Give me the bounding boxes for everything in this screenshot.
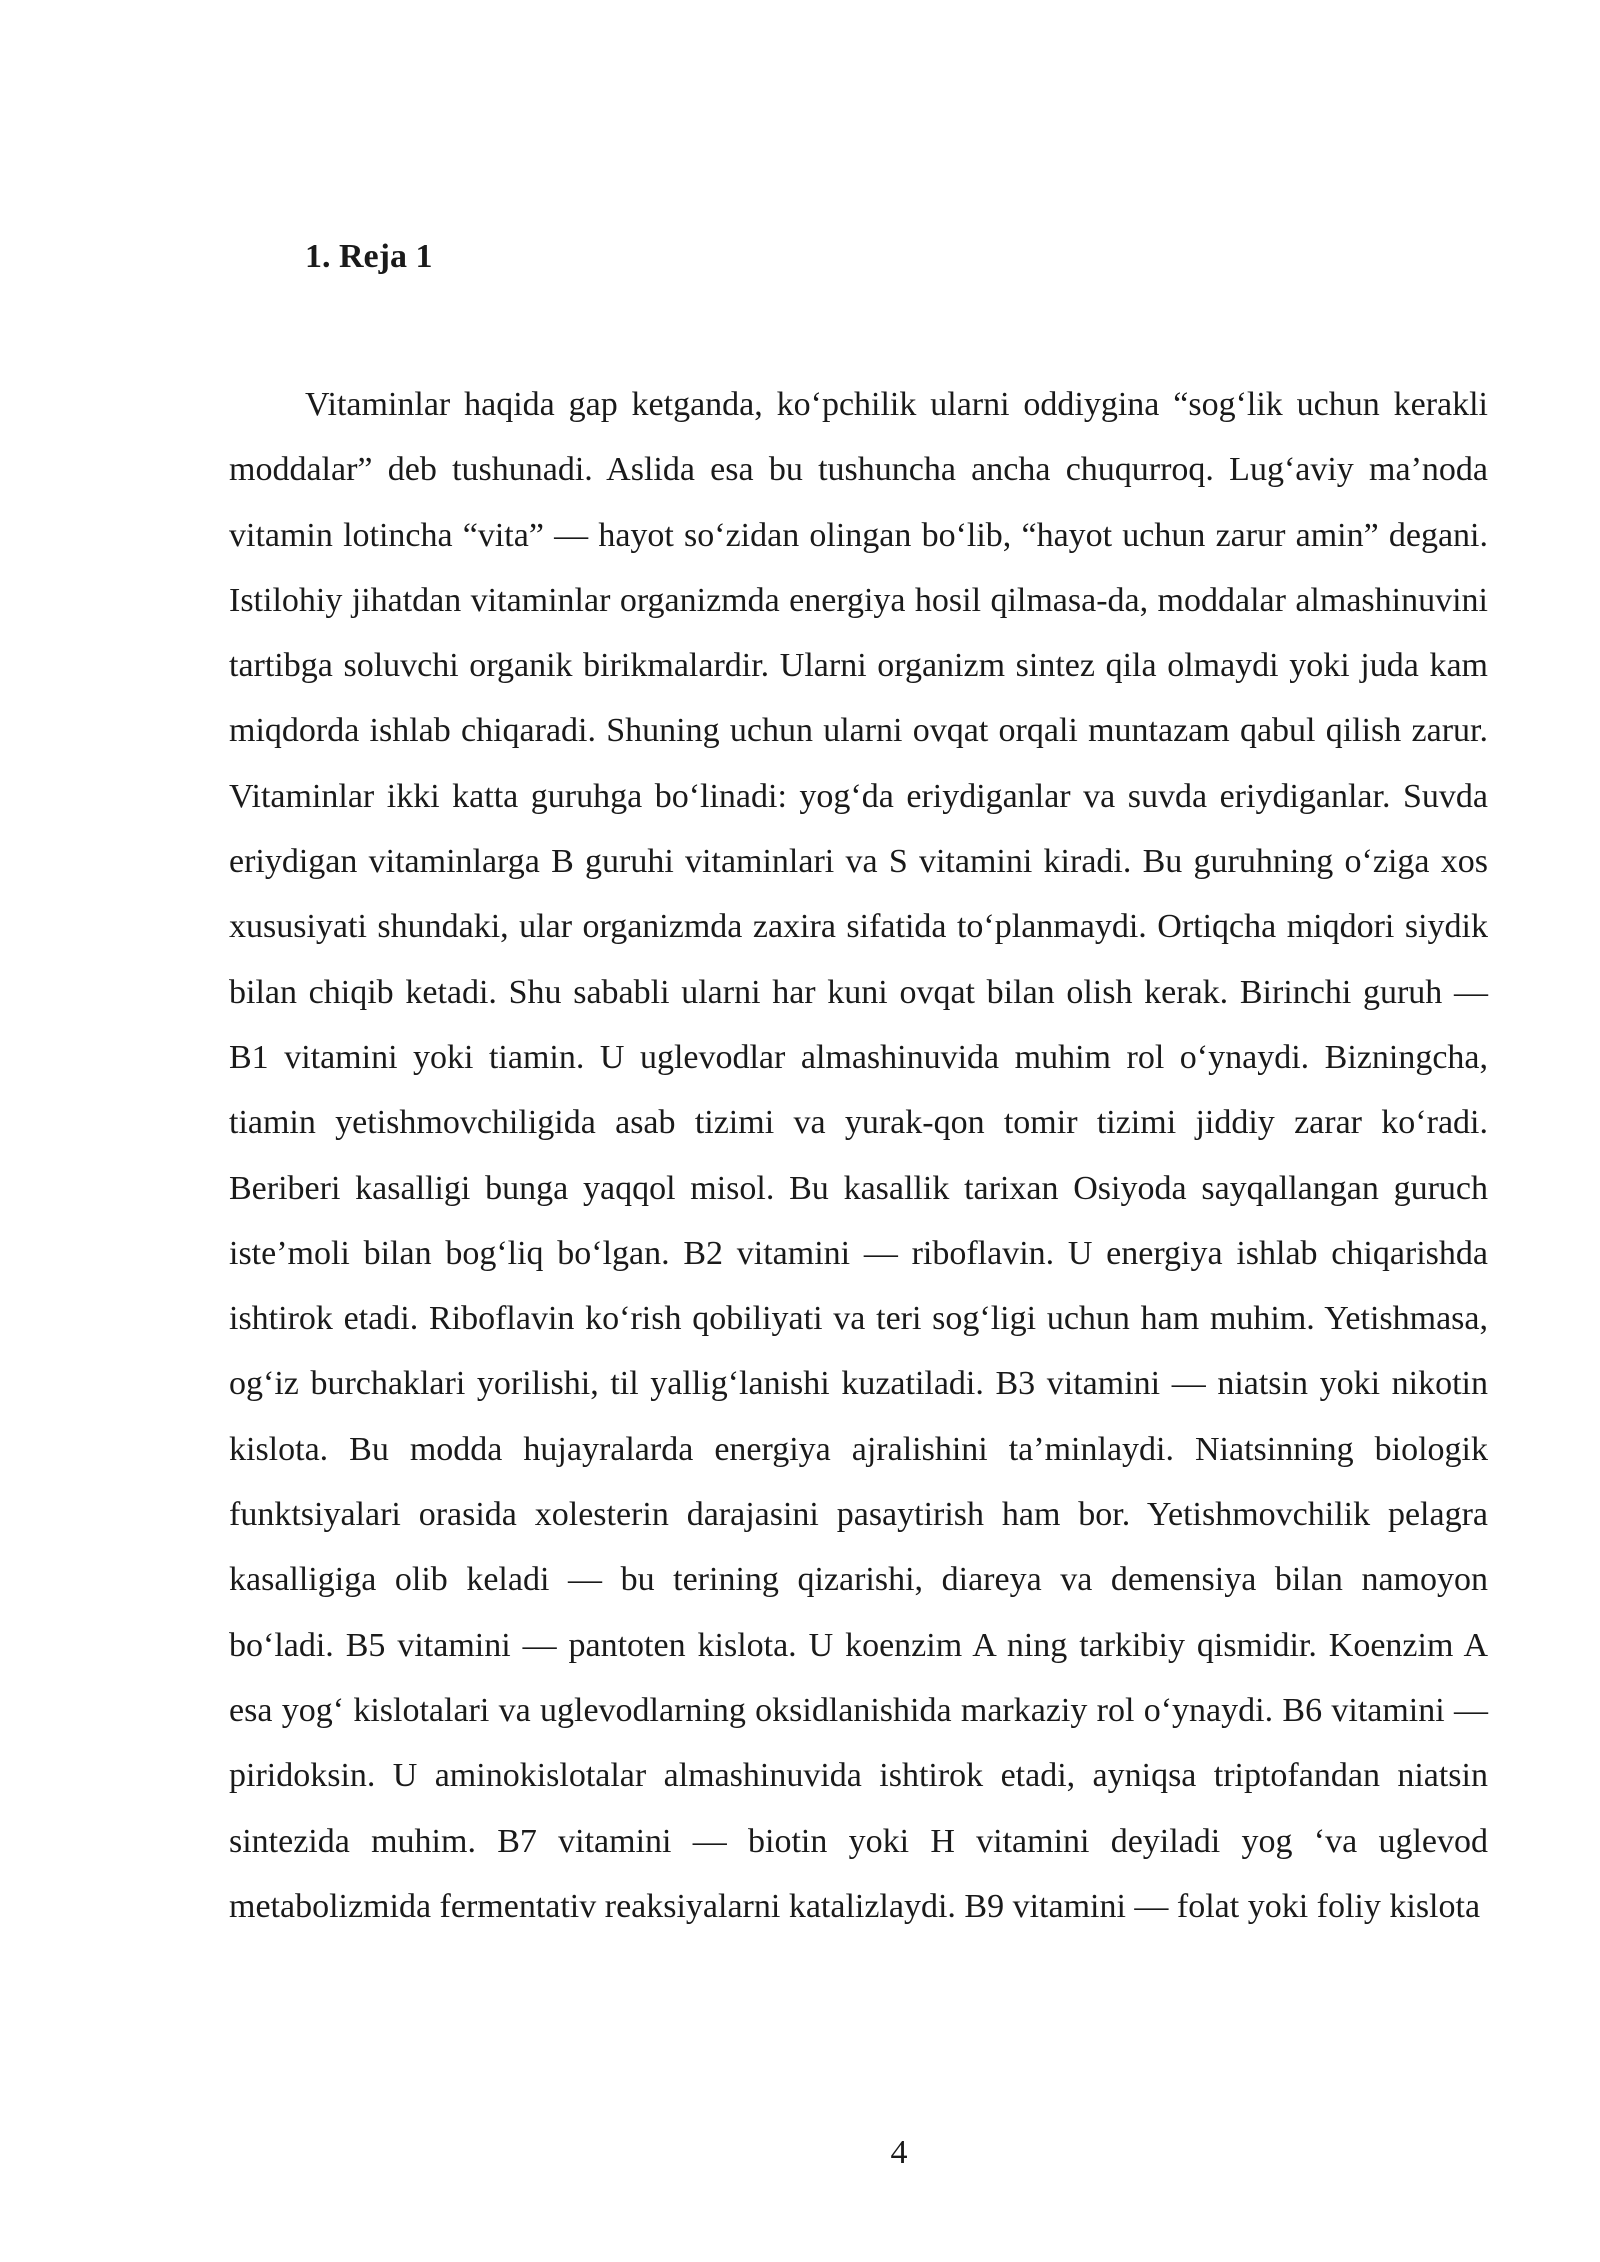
page-number: 4 xyxy=(890,2134,908,2171)
body-paragraph: Vitaminlar haqida gap ketganda, ko‘pchilik ularni oddiygina “sog‘lik uchun kerakli moddalar” deb tushunadi. Aslida esa bu tushuncha ancha chuqurroq. Lug‘aviy ma’noda vitamin lotincha “vita” — hayot so‘zidan olingan bo‘lib, “hayot uchun zarur amin” degani. Istilohiy jihatdan vitaminlar organizmda energiya hosil qilmasa-da, moddalar almashinuvini tartibga soluvchi organik birikmalardir. Ularni organizm sintez qila olmaydi yoki juda kam miqdorda ishlab chiqaradi. Shuning uchun ularni ovqat orqali muntazam qabul qilish zarur. Vitaminlar ikki katta guruhga bo‘linadi: yog‘da eriydiganlar va suvda eriydiganlar. Suvda eriydigan vitaminlarga B guruhi vitaminlari va S vitamini kiradi. Bu guruhning o‘ziga xos xususiyati shundaki, ular organizmda zaxira sifatida to‘planmaydi. Ortiqcha miqdori siydik bilan chiqib ketadi. Shu sababli ularni har kuni ovqat bilan olish kerak. Birinchi guruh — B1 vitamini yoki tiamin. U uglevodlar almashinuvida muhim rol o‘ynaydi. Bizningcha, tiamin yetishmovchiligida asab tizimi va yurak-qon tomir tizimi jiddiy zarar ko‘radi. Beriberi kasalligi bunga yaqqol misol. Bu kasallik tarixan Osiyoda sayqallangan guruch iste’moli bilan bog‘liq bo‘lgan. B2 vitamini — riboflavin. U energiya ishlab chiqarishda ishtirok etadi. Riboflavin ko‘rish qobiliyati va teri sog‘ligi uchun ham muhim. Yetishmasa, og‘iz burchaklari yorilishi, til yallig‘lanishi kuzatiladi. B3 vitamini — niatsin yoki nikotin kislota. Bu modda hujayralarda energiya ajralishini ta’minlaydi. Niatsinning biologik funktsiyalari orasida xolesterin darajasini pasaytirish ham bor. Yetishmovchilik pelagra kasalligiga olib keladi — bu terining qizarishi, diareya va demensiya bilan namoyon bo‘ladi. B5 vitamini — pantoten kislota. U koenzim A ning tarkibiy qismidir. Koenzim A esa yog‘ kislotalari va uglevodlarning oksidlanishida markaziy rol o‘ynaydi. B6 vitamini — piridoksin. U aminokislotalar almashinuvida ishtirok etadi, ayniqsa triptofandan niatsin sintezida muhim. B7 vitamini — biotin yoki H vitamini deyiladi yog ‘va uglevod metabolizmida fermentativ reaksiyalarni katalizlaydi. B9 vitamini — folat yoki foliy kislota xyxy=(229,386,1488,1925)
section-heading: 1. Reja 1 xyxy=(305,238,433,275)
